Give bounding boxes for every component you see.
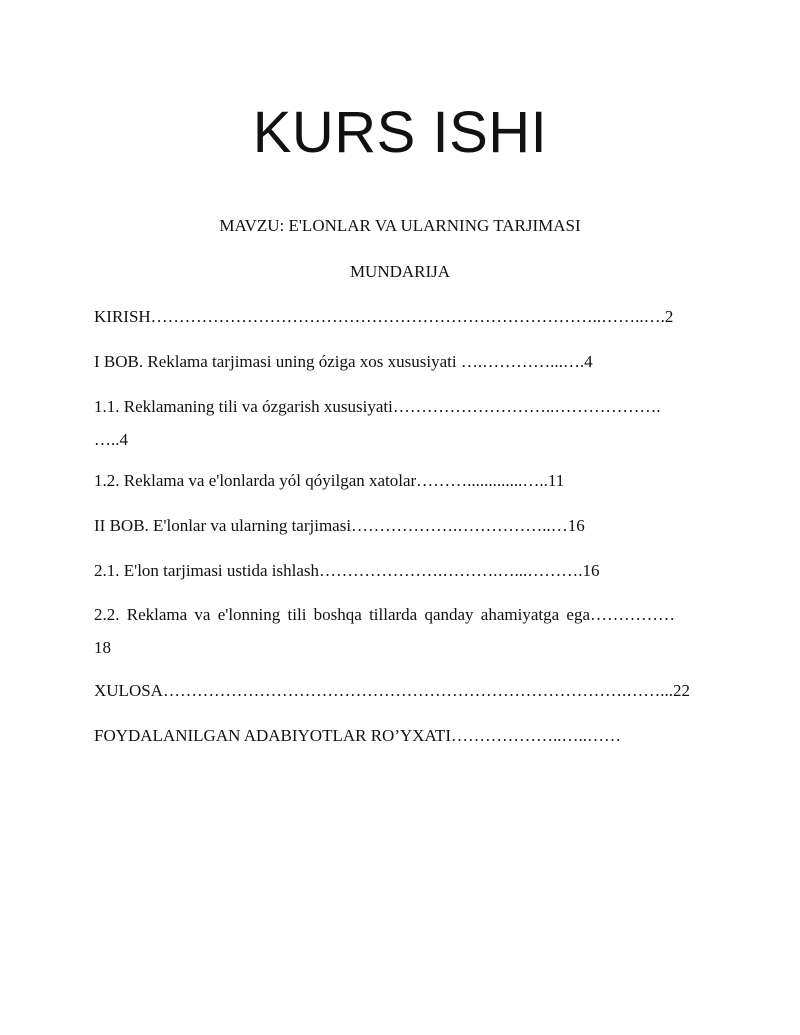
toc-entry-chapter-1 <box>94 351 712 373</box>
toc-entry-page: 18 <box>94 638 111 657</box>
toc-entry-text: 1.1. Reklamaning tili va ózgarish xususiyati………………………..………………. <box>94 397 661 416</box>
toc-entry-text: I BOB. Reklama tarjimasi uning óziga xos xususiyati ….…………...….4 <box>94 352 593 371</box>
document-subtitle: MAVZU: E'LONLAR VA ULARNING TARJIMASI <box>219 216 581 235</box>
toc-entry-text: FOYDALANILGAN ADABIYOTLAR RO’YXATI………………..…..…… <box>94 726 621 745</box>
toc-entry-2-1 <box>94 560 712 582</box>
document-title: KURS ISHI <box>252 100 548 165</box>
toc-entry-1-2 <box>94 470 712 492</box>
toc-entry-text: KIRISH……………………………………………………………………..……..….2 <box>94 307 674 326</box>
toc-entry-text: 2.1. E'lon tarjimasi ustida ishlash………………….……….…...……….16 <box>94 561 600 580</box>
toc-entry-1-1 <box>94 390 712 456</box>
toc-entry-page: …..4 <box>94 430 128 449</box>
toc-entry-references <box>94 725 712 747</box>
toc-entry-text: XULOSA……………………………………………………………………….……...22 <box>94 681 690 700</box>
toc-entry-xulosa <box>94 680 712 702</box>
toc-entry-text: 1.2. Reklama va e'lonlarda yól qóyilgan xatolar……….............…..11 <box>94 471 565 490</box>
contents-heading: MUNDARIJA <box>349 262 451 281</box>
toc-entry-text: 2.2. Reklama va e'lonning tili boshqa tillarda qanday ahamiyatga ega…………… <box>94 605 676 624</box>
toc-entry-2-2 <box>94 598 712 664</box>
toc-entry-kirish <box>94 306 712 328</box>
toc-entry-text: II BOB. E'lonlar va ularning tarjimasi……………….……………..…16 <box>94 516 585 535</box>
toc-entry-chapter-2 <box>94 515 712 537</box>
